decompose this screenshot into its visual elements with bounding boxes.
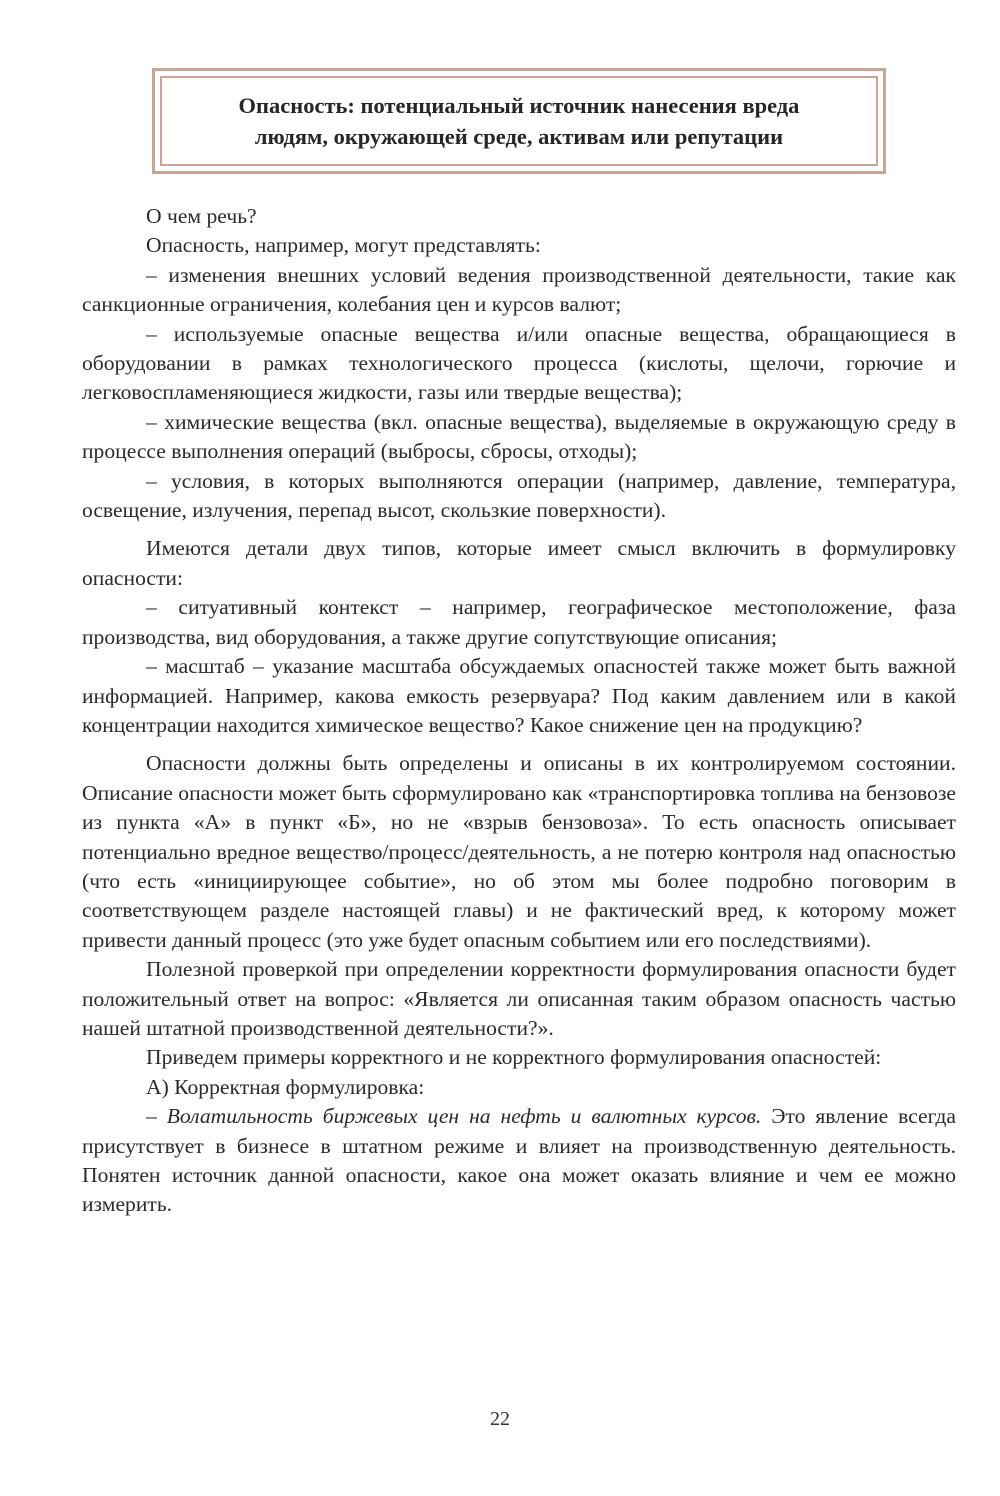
example-text: Это явление всегда присутствует в бизнесе в штатном режиме и влияет на производственную деятельность. Понятен источник данной опасности, какое она может оказать влияние и чем ее можно измерить. <box>82 1104 956 1217</box>
paragraph-controlled-state: Опасности должны быть определены и описаны в их контролируемом состоянии. Описание опасности может быть сформулировано как «транспортировка топлива на бензовозе из пункта «А» в пункт «Б», но не «взрыв бензовоза». То есть опасность описывает потенциально вредное вещество/процесс/деятельность, а не потерю контроля над опасностью (что есть «инициирующее событие», но об этом мы более подробно поговорим в соответствующем разделе настоящей главы) и не фактический вред, к которому может привести данный процесс (это уже будет опасным событием или его последствиями). <box>82 751 956 952</box>
paragraph-details: Имеются детали двух типов, которые имеет смысл включить в формулировку опасности: <box>82 536 956 590</box>
list-item: – химические вещества (вкл. опасные вещества), выделяемые в окружающую среду в процессе выполнения операций (выбросы, сбросы, отходы); <box>82 409 956 464</box>
definition-box <box>152 68 886 174</box>
definition-box-inner <box>160 76 878 166</box>
list-item: – условия, в которых выполняются операции (например, давление, температура, освещение, излучения, перепад высот, скользкие поверхности). <box>82 468 956 523</box>
list-item: – используемые опасные вещества и/или опасные вещества, обращающиеся в оборудовании в рамках технологического процесса (кислоты, щелочи, горючие и легковоспламеняющиеся жидкости, газы или твердые вещества); <box>82 321 956 405</box>
definition-line-1: Опасность: потенциальный источник нанесения вреда <box>238 93 800 118</box>
list-item: – ситуативный контекст – например, географическое местоположение, фаза производства, вид оборудования, а также другие сопутствующие описания; <box>82 595 956 649</box>
body-text <box>82 202 956 1220</box>
definition-line-2: людям, окружающей среде, активам или репутации <box>254 124 784 149</box>
list-item: – изменения внешних условий ведения производственной деятельности, такие как санкционные ограничения, колебания цен и курсов валют; <box>82 262 956 317</box>
paragraph-check: Полезной проверкой при определении корректности формулирования опасности будет положительный ответ на вопрос: «Является ли описанная таким образом опасность частью нашей штатной производственной деятельности?». <box>82 957 956 1040</box>
definition-title <box>219 90 820 152</box>
paragraph-intro: Опасность, например, могут представлять: <box>146 233 541 258</box>
list-item: – масштаб – указание масштаба обсуждаемых опасностей также может быть важной информацией. Например, какова емкость резервуара? Под каким давлением или в какой концентрации находится химическое вещество? Какое снижение цен на продукцию? <box>82 654 956 737</box>
page-number: 22 <box>490 1408 510 1430</box>
paragraph-correct-example <box>82 1102 956 1220</box>
paragraph-question: О чем речь? <box>146 204 257 228</box>
paragraph-examples-intro: Приведем примеры корректного и не корректного формулирования опасностей: <box>146 1045 882 1070</box>
example-italic: – Волатильность биржевых цен на нефть и валютных курсов. <box>146 1104 762 1129</box>
paragraph-correct-heading: А) Корректная формулировка: <box>146 1074 425 1099</box>
